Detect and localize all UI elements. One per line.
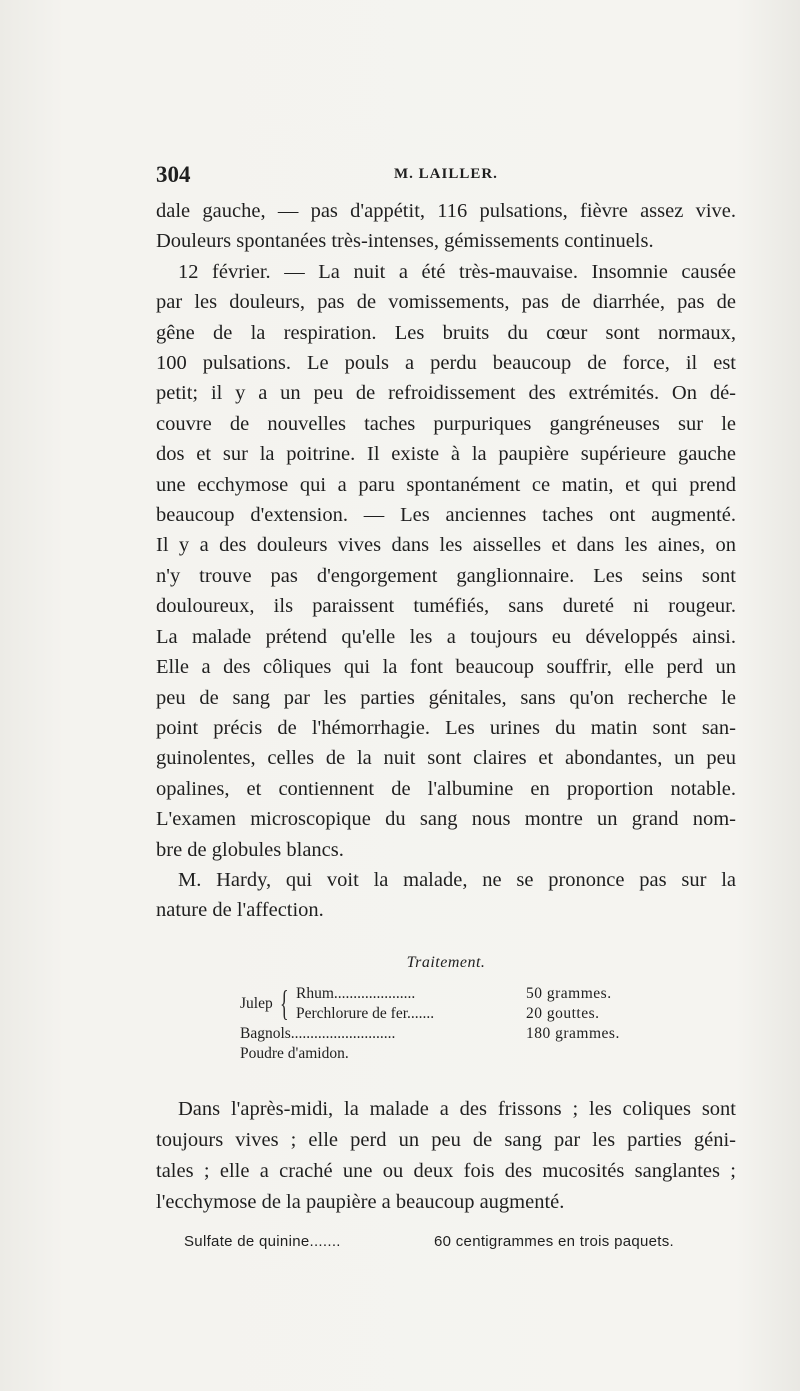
prescription-quantity: 50 grammes. (526, 985, 612, 1002)
prescription-row (240, 1024, 660, 1044)
text-line: 12 février. — La nuit a été très-mauvaise. Insomnie causée (178, 260, 736, 283)
julep-group (240, 984, 660, 1024)
text-line: par les douleurs, pas de vomissements, pas de diarrhée, pas de (156, 291, 736, 314)
prescription-row (240, 1044, 660, 1064)
text-line: nature de l'affection. (156, 899, 324, 922)
prescription-item: Rhum..................... (296, 985, 416, 1002)
text-line: Elle a des côliques qui la font beaucoup souffrir, elle perd un (156, 656, 736, 679)
prescription (240, 984, 660, 1064)
text-line: peu de sang par les parties génitales, sans qu'on recherche le (156, 686, 736, 709)
text-line: bre de globules blancs. (156, 838, 344, 861)
julep-label: Julep (240, 995, 273, 1012)
text-line: toujours vives ; elle perd un peu de sang par les parties géni- (156, 1129, 736, 1151)
treatment-heading: Traitement. (406, 954, 486, 971)
text-line: petit; il y a un peu de refroidissement des extrémités. On dé- (156, 382, 736, 405)
text-line: beaucoup d'extension. — Les anciennes taches ont augmenté. (156, 504, 736, 527)
prescription-item: Poudre d'amidon. (240, 1045, 349, 1062)
body-text-continued (156, 1094, 736, 1218)
running-head: M. LAILLER. (394, 166, 498, 182)
text-line: n'y trouve pas d'engorgement ganglionnaire. Les seins sont (156, 564, 736, 587)
text-line: point précis de l'hémorrhagie. Les urines du matin sont san- (156, 716, 736, 739)
text-line: Dans l'après-midi, la malade a des frissons ; les coliques sont (178, 1098, 736, 1120)
footer-item: Sulfate de quinine....... (184, 1233, 341, 1250)
prescription-quantity: 180 grammes. (526, 1025, 620, 1042)
text-line: couvre de nouvelles taches purpuriques gangréneuses sur le (156, 412, 736, 435)
page-header (156, 162, 736, 192)
text-line: guinolentes, celles de la nuit sont claires et abondantes, un peu (156, 747, 736, 770)
prescription-row (240, 984, 660, 1004)
text-line: Douleurs spontanées très-intenses, gémissements continuels. (156, 230, 654, 253)
text-line: M. Hardy, qui voit la malade, ne se prononce pas sur la (178, 868, 736, 891)
text-line: l'ecchymose de la paupière a beaucoup augmenté. (156, 1191, 565, 1213)
text-line: une ecchymose qui a paru spontanément ce matin, et qui prend (156, 473, 736, 496)
text-line: opalines, et contiennent de l'albumine en proportion notable. (156, 777, 736, 800)
text-line: 100 pulsations. Le pouls a perdu beaucoup de force, il est (156, 352, 736, 375)
body-text (156, 196, 736, 926)
prescription-item: Bagnols........................... (240, 1025, 396, 1042)
footer-prescription (184, 1233, 736, 1250)
text-line: L'examen microscopique du sang nous montre un grand nom- (156, 808, 736, 831)
brace-symbol: { (280, 983, 289, 1023)
text-line: Il y a des douleurs vives dans les aisselles et dans les aines, on (156, 534, 736, 557)
prescription-row (240, 1004, 660, 1024)
prescription-item: Perchlorure de fer....... (296, 1005, 435, 1022)
text-line: La malade prétend qu'elle les a toujours eu développés ainsi. (156, 625, 736, 648)
text-line: tales ; elle a craché une ou deux fois des mucosités sanglantes ; (156, 1160, 736, 1182)
page-number: 304 (156, 162, 191, 187)
text-line: douloureux, ils paraissent tuméfiés, sans dureté ni rougeur. (156, 595, 736, 618)
text-line: dale gauche, — pas d'appétit, 116 pulsations, fièvre assez vive. (156, 200, 736, 222)
text-line: gêne de la respiration. Les bruits du cœur sont normaux, (156, 321, 736, 344)
text-line: dos et sur la poitrine. Il existe à la paupière supérieure gauche (156, 443, 736, 466)
footer-quantity: 60 centigrammes en trois paquets. (434, 1233, 675, 1250)
prescription-quantity: 20 gouttes. (526, 1005, 600, 1022)
